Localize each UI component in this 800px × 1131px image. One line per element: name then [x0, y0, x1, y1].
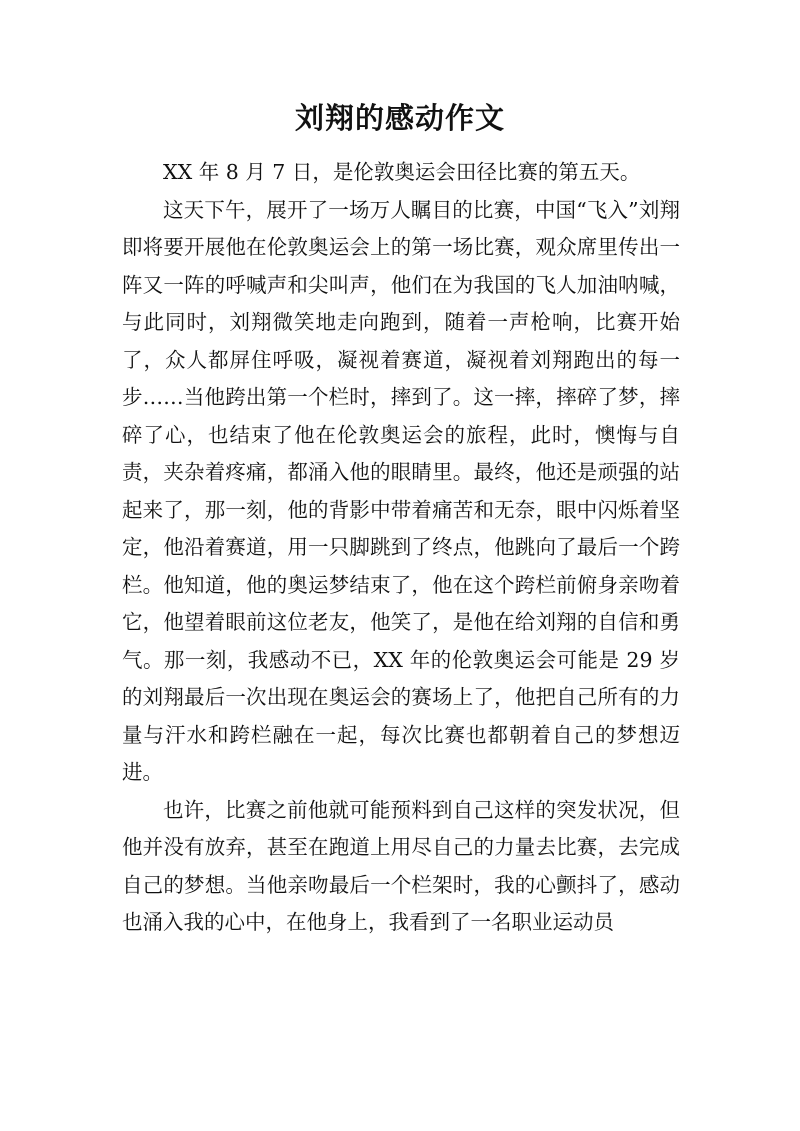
document-title: 刘翔的感动作文 — [294, 101, 505, 135]
paragraph-race: 这天下午，展开了一场万人瞩目的比赛，中国“飞入”刘翔即将要开展他在伦敦奥运会上的第一场比赛，观众席里传出一阵又一阵的呼喊声和尖叫声，他们在为我国的飞人加油呐喊，与此同时，刘翔微笑地走向跑到，随着一声枪响，比赛开始了，众人都屏住呼吸，凝视着赛道，凝视着刘翔跑出的每一步……当他跨出第一个栏时，摔到了。这一摔，摔碎了梦，摔碎了心，也结束了他在伦敦奥运会的旅程，此时，懊悔与自责，夹杂着疼痛，都涌入他的眼睛里。最终，他还是顽强的站起来了，那一刻，他的背影中带着痛苦和无奈，眼中闪烁着坚定，他沿着赛道，用一只脚跳到了终点，他跳向了最后一个跨栏。他知道，他的奥运梦结束了，他在这个跨栏前俯身亲吻着它，他望着眼前这位老友，他笑了，是他在给刘翔的自信和勇气。那一刻，我感动不已，XX 年的伦敦奥运会可能是 29 岁的刘翔最后一次出现在奥运会的赛场上了，他把自己所有的力量与汗水和跨栏融在一起，每次比赛也都朝着自己的梦想迈进。 — [122, 197, 680, 784]
document-body — [122, 154, 680, 942]
paragraph-date: XX 年 8 月 7 日，是伦敦奥运会田径比赛的第五天。 — [163, 160, 641, 184]
paragraph-reflection: 也许，比赛之前他就可能预料到自己这样的突发状况，但他并没有放弃，甚至在跑道上用尽自己的力量去比赛，去完成自己的梦想。当他亲吻最后一个栏架时，我的心颤抖了，感动也涌入我的心中，在他身上，我看到了一名职业运动员 — [122, 797, 680, 934]
